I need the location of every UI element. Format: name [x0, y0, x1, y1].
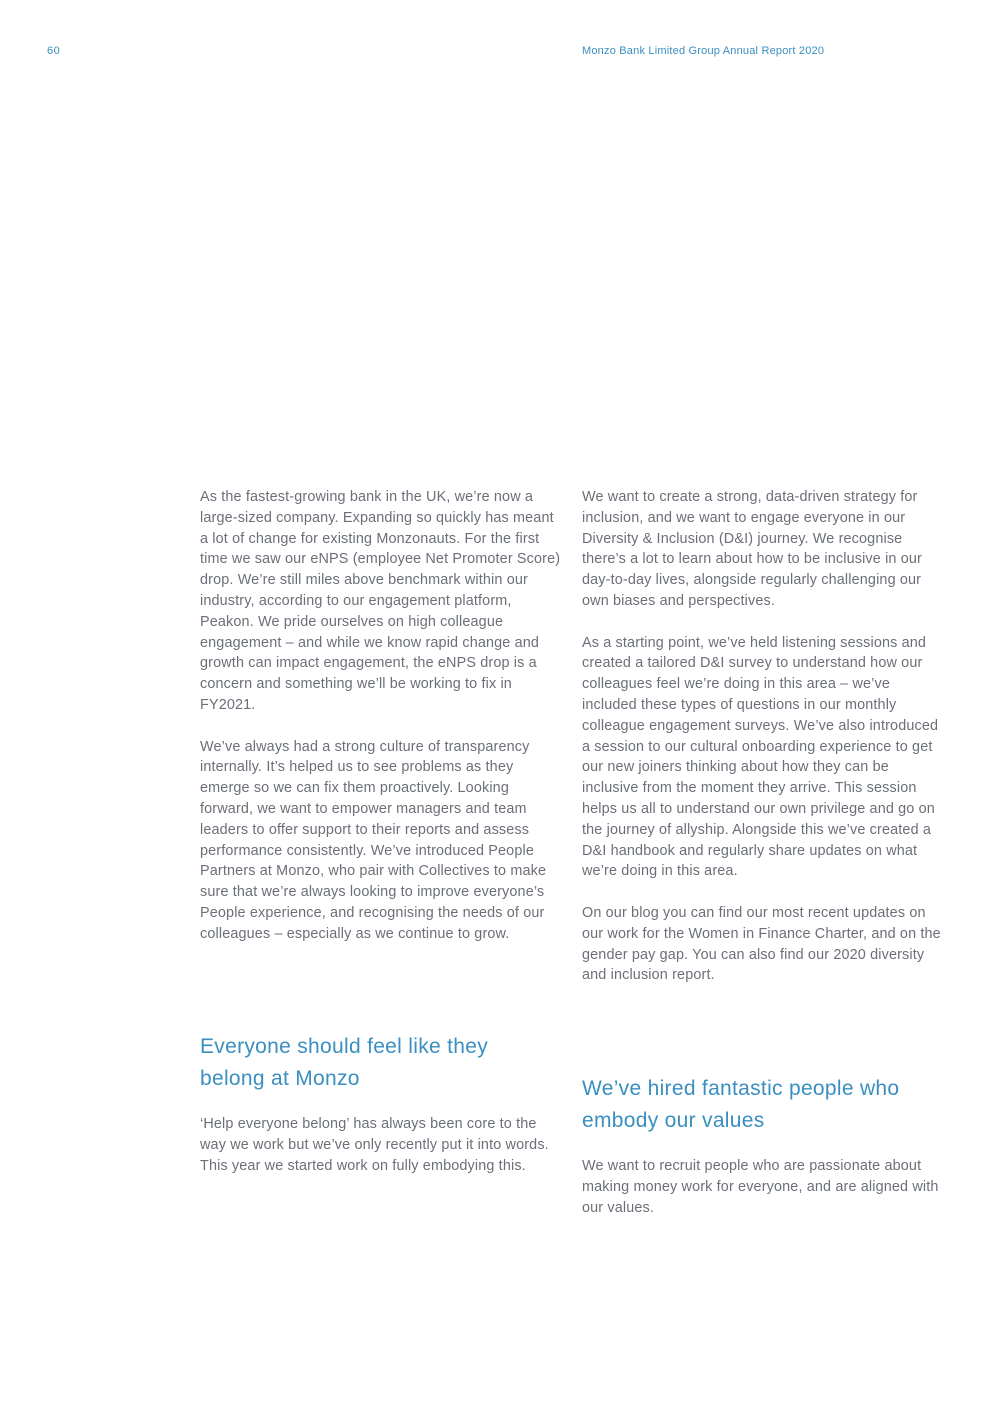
section-heading: Everyone should feel like they belong at Monzo	[200, 1035, 488, 1090]
body-paragraph: As a starting point, we’ve held listening sessions and created a tailored D&I survey to understand how our colleagues feel we’re doing in this area – we’ve included these types of questions in our monthly colleague engagement surveys. We’ve also introduced a session to our cultural onboarding experience to get our new joiners thinking about how they can be inclusive from the moment they arrive. This session helps us all to understand our own privilege and go on the journey of allyship. Alongside this we’ve created a D&I handbook and regularly share updates on what we’re doing in this area.	[582, 634, 939, 880]
body-paragraph: We want to recruit people who are passionate about making money work for everyone, and are aligned with our values.	[582, 1158, 939, 1216]
page-number: 60	[47, 45, 61, 57]
section-belong	[200, 1031, 562, 1176]
section-heading: We’ve hired fantastic people who embody our values	[582, 1077, 900, 1132]
body-paragraph: We’ve always had a strong culture of transparency internally. It’s helped us to see problems as they emerge so we can fix them proactively. Looking forward, we want to empower managers and team leaders to offer support to their reports and assess performance consistently. We’ve introduced People Partners at Monzo, who pair with Collectives to make sure that we’re always looking to improve everyone’s People experience, and recognising the needs of our colleagues – especially as we continue to grow.	[200, 738, 547, 942]
left-column	[200, 487, 562, 945]
right-column	[582, 487, 944, 986]
body-paragraph: On our blog you can find our most recent updates on our work for the Women in Finance Charter, and on the gender pay gap. You can also find our 2020 diversity and inclusion report.	[582, 904, 941, 984]
body-paragraph: ‘Help everyone belong’ has always been core to the way we work but we’ve only recently put it into words. This year we started work on fully embodying this.	[200, 1116, 549, 1174]
body-paragraph: As the fastest-growing bank in the UK, we’re now a large-sized company. Expanding so quickly has meant a lot of change for existing Monzonauts. For the first time we saw our eNPS (employee Net Promoter Score) drop. We’re still miles above benchmark within our industry, according to our engagement platform, Peakon. We pride ourselves on high colleague engagement – and while we know rapid change and growth can impact engagement, the eNPS drop is a concern and something we’ll be working to fix in FY2021.	[200, 489, 561, 713]
body-paragraph: We want to create a strong, data-driven strategy for inclusion, and we want to engage everyone in our Diversity & Inclusion (D&I) journey. We recognise there’s a lot to learn about how to be inclusive in our day-to-day lives, alongside regularly challenging our own biases and perspectives.	[582, 489, 922, 609]
running-header: Monzo Bank Limited Group Annual Report 2020	[582, 45, 825, 57]
section-hiring	[582, 1073, 944, 1218]
